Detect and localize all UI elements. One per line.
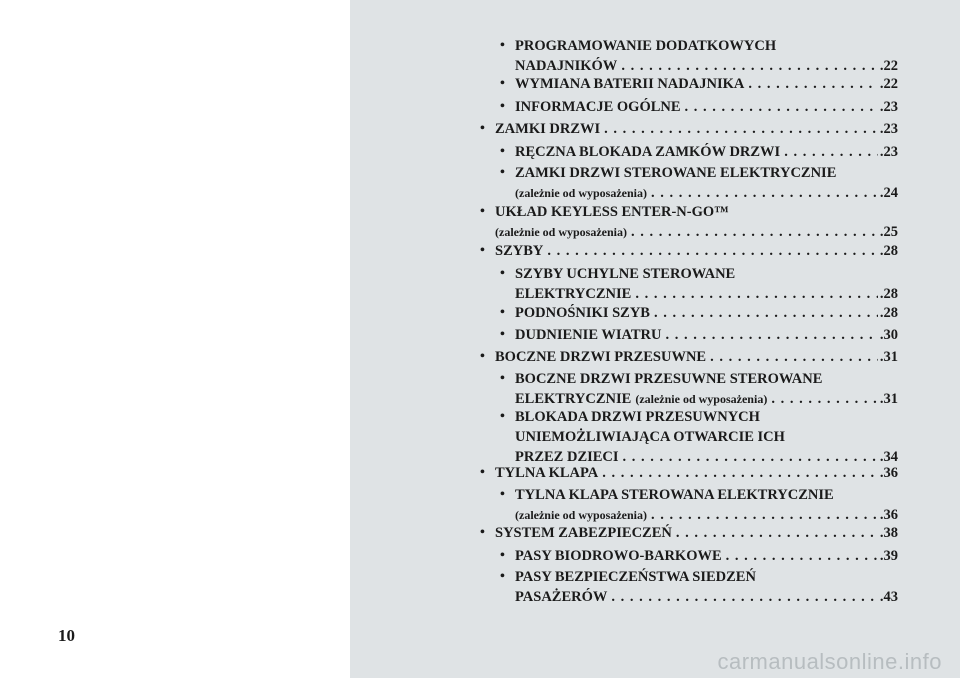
toc-entry-page: .25: [879, 224, 898, 240]
bullet: •: [500, 165, 505, 180]
toc-entry-page: .23: [879, 144, 898, 160]
bullet: •: [500, 305, 505, 320]
watermark: carmanualsonline.info: [717, 649, 942, 674]
toc-entry-page: .43: [879, 589, 898, 605]
toc-entry-title: PROGRAMOWANIE DODATKOWYCH: [515, 38, 777, 54]
toc-entry-title: UKŁAD KEYLESS ENTER-N-GO™: [495, 204, 729, 220]
toc-entry-title: SZYBY UCHYLNE STEROWANE: [515, 266, 736, 282]
bullet: •: [480, 465, 485, 480]
bullet: •: [480, 121, 485, 136]
toc-entry-title: UNIEMOŻLIWIAJĄCA OTWARCIE ICH: [515, 429, 785, 445]
bullet: •: [500, 371, 505, 386]
toc-entry-title: BOCZNE DRZWI PRZESUWNE: [495, 349, 707, 365]
toc-entry-page: .30: [879, 327, 898, 343]
toc-entry-title: TYLNA KLAPA: [495, 465, 599, 481]
toc-entry-title: BLOKADA DRZWI PRZESUWNYCH: [515, 409, 760, 425]
toc-entry-note: (zależnie od wyposażenia): [635, 392, 768, 406]
bullet: •: [480, 525, 485, 540]
bullet: •: [500, 144, 505, 159]
toc-entry-page: .31: [879, 349, 898, 365]
toc-entry-title: DUDNIENIE WIATRU: [515, 327, 662, 343]
toc-entry-title: PRZEZ DZIECI: [515, 449, 619, 465]
toc-entry-title: BOCZNE DRZWI PRZESUWNE STEROWANE: [515, 371, 823, 387]
toc-entry-title: SZYBY: [495, 243, 544, 259]
toc-entry-page: .28: [879, 286, 898, 302]
bullet: •: [480, 243, 485, 258]
toc-entry-title: SYSTEM ZABEZPIECZEŃ: [495, 525, 672, 541]
bullet: •: [480, 349, 485, 364]
toc-entry-page: .39: [879, 548, 898, 564]
bullet: •: [500, 569, 505, 584]
toc-entry-title: PASAŻERÓW: [515, 589, 608, 605]
toc-entry-note: (zależnie od wyposażenia): [495, 225, 627, 239]
bullet: •: [500, 266, 505, 281]
bullet: •: [500, 99, 505, 114]
toc-entry-title: INFORMACJE OGÓLNE: [515, 99, 681, 115]
toc-entry-title: PASY BIODROWO-BARKOWE: [515, 548, 722, 564]
toc-entry-title: ELEKTRYCZNIE: [515, 391, 632, 407]
toc-entry-page: .36: [879, 465, 898, 481]
toc-entry-page: .28: [879, 243, 898, 259]
toc-entry-title: ZAMKI DRZWI: [495, 121, 601, 137]
toc-entry-title: PODNOŚNIKI SZYB: [515, 305, 650, 321]
bullet: •: [500, 76, 505, 91]
toc-entry-page: .22: [879, 76, 898, 92]
left-page: [0, 0, 350, 678]
toc-entry-page: .24: [879, 185, 898, 201]
toc-entry-note: (zależnie od wyposażenia): [515, 508, 647, 522]
toc-entry-page: .23: [879, 99, 898, 115]
bullet: •: [500, 548, 505, 563]
bullet: •: [500, 409, 505, 424]
toc-entry-title: RĘCZNA BLOKADA ZAMKÓW DRZWI: [515, 144, 781, 160]
toc-entry-note: (zależnie od wyposażenia): [515, 186, 647, 200]
toc-entry-page: .23: [879, 121, 898, 137]
bullet: •: [480, 204, 485, 219]
toc-entry-title: ELEKTRYCZNIE: [515, 286, 632, 302]
bullet: •: [500, 327, 505, 342]
bullet: •: [500, 38, 505, 53]
toc-entry-page: .34: [879, 449, 898, 465]
toc-entry-title: ZAMKI DRZWI STEROWANE ELEKTRYCZNIE: [515, 165, 837, 181]
bullet: •: [500, 487, 505, 502]
toc-entry-page: .36: [879, 507, 898, 523]
toc-entry-title: NADAJNIKÓW: [515, 58, 618, 74]
toc-entry-title: TYLNA KLAPA STEROWANA ELEKTRYCZNIE: [515, 487, 834, 503]
toc-entry-page: .38: [879, 525, 898, 541]
toc-entry-page: .31: [879, 391, 898, 407]
toc-entry-page: .28: [879, 305, 898, 321]
toc-entry-title: PASY BEZPIECZEŃSTWA SIEDZEŃ: [515, 569, 756, 585]
toc-entry-title: WYMIANA BATERII NADAJNIKA: [515, 76, 745, 92]
toc-entry-page: .22: [879, 58, 898, 74]
page-number: 10: [58, 626, 75, 645]
